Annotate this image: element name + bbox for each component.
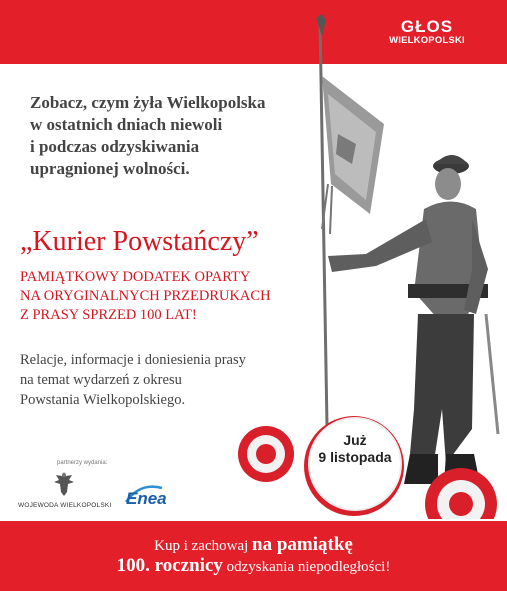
date-badge-text	[310, 432, 400, 466]
subtitle	[20, 268, 320, 325]
bottom-line1-bold: na pamiątkę	[252, 534, 353, 555]
description-line: na temat wydarzeń z okresu	[20, 372, 182, 388]
bottom-line-1	[0, 535, 507, 556]
subtitle-line: Z PRASY SPRZED 100 LAT!	[20, 307, 197, 323]
description	[20, 350, 320, 410]
partners-label: partnerzy wydania:	[57, 460, 108, 466]
bottom-line-2	[0, 556, 507, 577]
date-line2: 9 listopada	[318, 449, 392, 465]
intro-text	[30, 92, 290, 180]
bottom-line2-bold: 100. rocznicy	[116, 555, 223, 576]
subtitle-line: NA ORYGINALNYCH PRZEDRUKACH	[20, 288, 271, 304]
bottom-line1-text: Kup i zachowaj	[154, 538, 253, 554]
date-line1: Już	[343, 432, 367, 448]
enea-logo	[120, 480, 192, 512]
intro-line: Zobacz, czym żyła Wielkopolska	[30, 93, 266, 112]
description-line: Relacje, informacje i doniesienia prasy	[20, 352, 246, 368]
enea-wordmark: Enea	[126, 489, 167, 508]
description-line: Powstania Wielkopolskiego.	[20, 392, 186, 408]
intro-line: i podczas odzyskiwania	[30, 137, 200, 156]
intro-line: upragnionej wolności.	[30, 159, 190, 178]
subtitle-line: PAMIĄTKOWY DODATEK OPARTY	[20, 269, 251, 285]
intro-line: w ostatnich dniach niewoli	[30, 115, 223, 134]
bottom-line2-text: odzyskania niepodległości!	[222, 559, 391, 575]
wojewoda-label: WOJEWODA WIELKOPOLSKI	[18, 502, 112, 509]
logo-line1: GŁOS	[400, 17, 454, 36]
page-title: „Kurier Powstańczy”	[20, 226, 259, 257]
logo-line2: WIELKOPOLSKI	[389, 35, 465, 46]
eagle-emblem-icon	[52, 470, 76, 498]
